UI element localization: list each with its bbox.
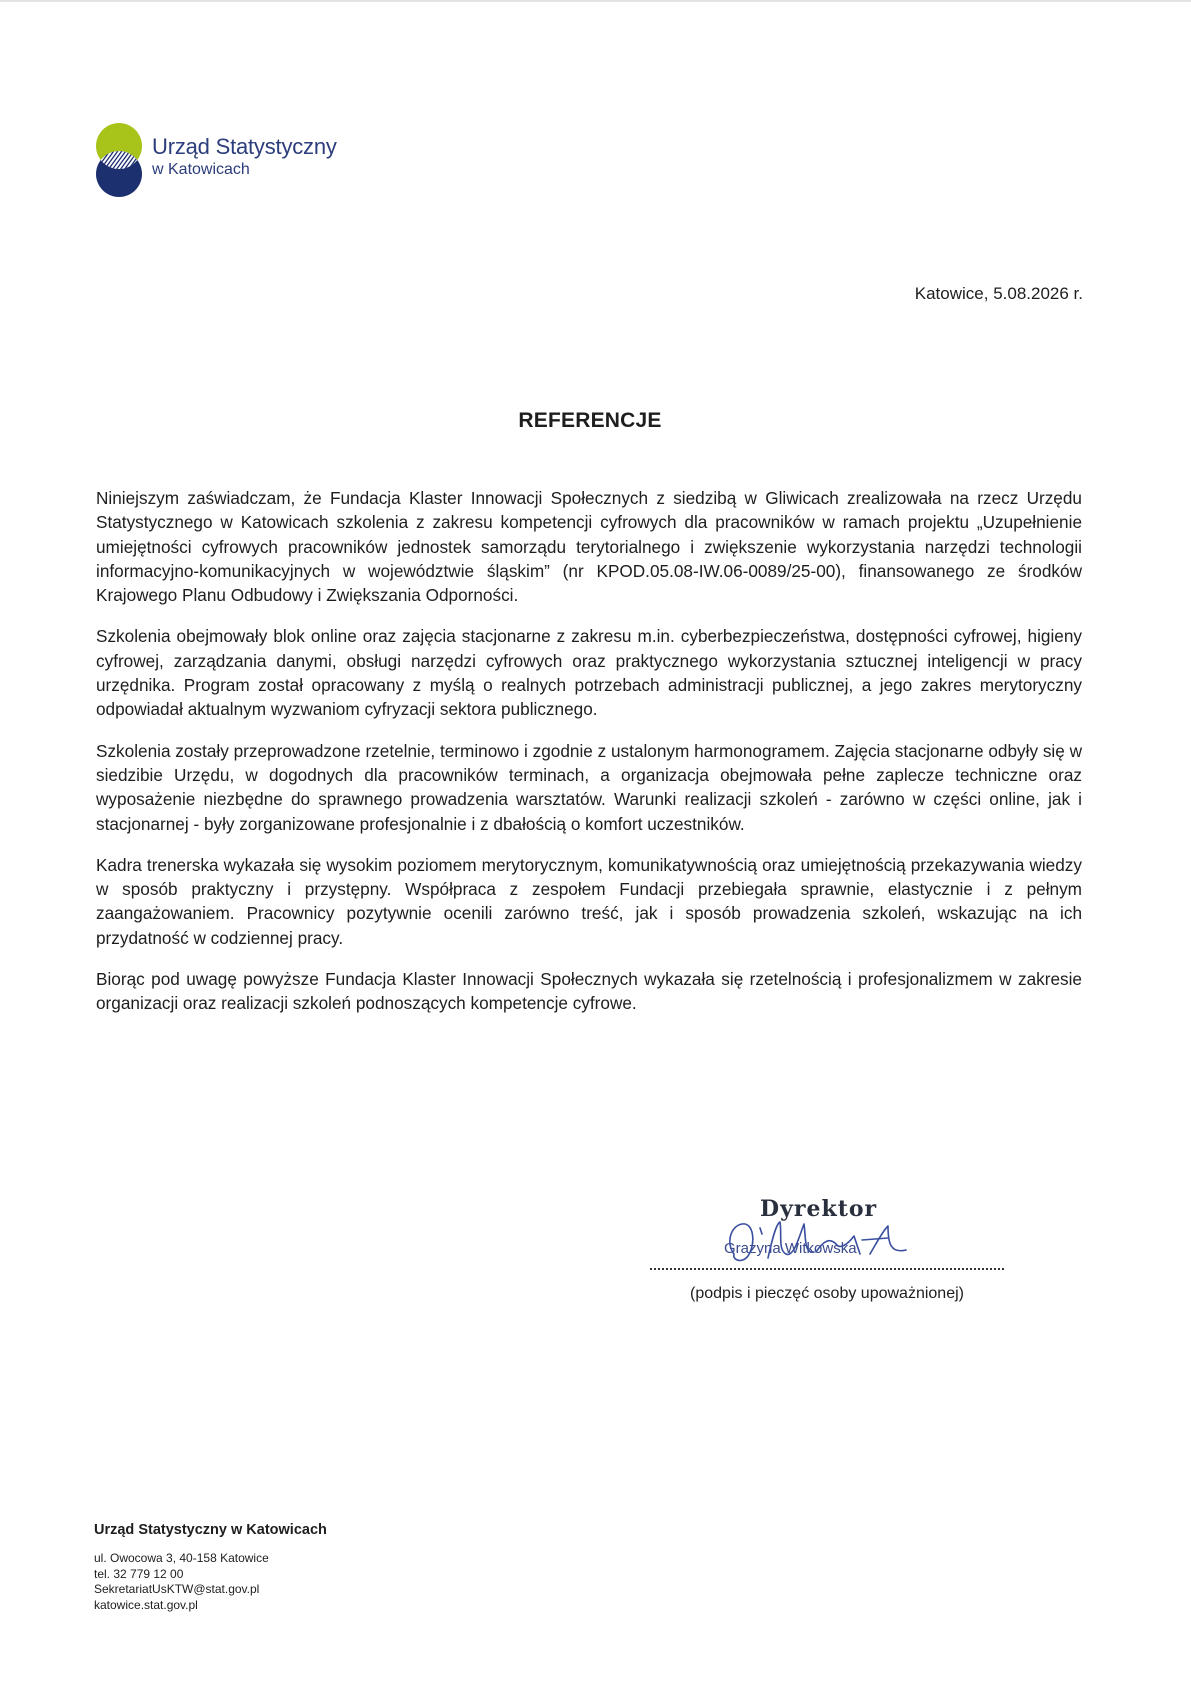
document-title: REFERENCJE — [518, 409, 662, 432]
signature-caption: (podpis i pieczęć osoby upoważnionej) — [690, 1285, 964, 1302]
signature-block — [650, 1192, 1010, 1312]
footer-address: ul. Owocowa 3, 40-158 Katowice — [94, 1551, 269, 1565]
stamp-title: Dyrektor — [760, 1196, 878, 1222]
paragraph-2: Szkolenia obejmowały blok online oraz zajęcia stacjonarne z zakresu m.in. cyberbezpieczeństwa, dostępności cyfrowej, higieny cyfrowej, zarządzania danymi, obsługi narzędzi cyfrowych oraz praktycznego wykorzystania sztucznej inteligencji w pracy urzędnika. Program został opracowany z myślą o realnych potrzebach administracji publicznej, a jego zakres merytoryczny odpowiadał aktualnym wyzwaniom cyfryzacji sektora publicznego. — [96, 626, 1082, 720]
logo-line-2: w Katowicach — [152, 161, 250, 178]
scan-edge-line — [0, 0, 1191, 2]
footer-website: katowice.stat.gov.pl — [94, 1597, 198, 1612]
signature-line — [650, 1268, 1004, 1270]
document-date: Katowice, 5.08.2026 r. — [914, 284, 1083, 303]
logo-wordmark — [152, 134, 337, 180]
handwritten-signature-icon — [720, 1214, 920, 1268]
logo-circles-icon — [94, 122, 144, 198]
footer-contact — [94, 1521, 494, 1613]
paragraph-4: Kadra trenerska wykazała się wysokim poziomem merytorycznym, komunikatywnością oraz umiejętnością przekazywania wiedzy w sposób praktyczny i przystępny. Współpraca z zespołem Fundacji przebiegała sprawnie, elastycznie i z pełnym zaangażowaniem. Pracownicy pozytywnie ocenili zarówno treść, jak i sposób prowadzenia szkoleń, wskazując na ich przydatność w codziennej pracy. — [96, 854, 1082, 948]
footer-email: SekretariatUsKTW@stat.gov.pl — [94, 1582, 260, 1596]
document-body — [96, 486, 1082, 1033]
footer-phone: tel. 32 779 12 00 — [94, 1566, 184, 1581]
logo-line-1: Urząd Statystyczny — [152, 134, 337, 159]
paragraph-3: Szkolenia zostały przeprowadzone rzetelnie, terminowo i zgodnie z ustalonym harmonogramem. Zajęcia stacjonarne odbyły się w siedzibie Urzędu, w dogodnych dla pracowników terminach, a organizacja obejmowała pełne zaplecze techniczne oraz wyposażenie niezbędne do sprawnego prowadzenia warsztatów. Warunki realizacji szkoleń - zarówno w części online, jak i stacjonarnej - były zorganizowane profesjonalnie i z dbałością o komfort uczestników. — [96, 740, 1082, 834]
paragraph-1: Niniejszym zaświadczam, że Fundacja Klaster Innowacji Społecznych z siedzibą w Gliwicach zrealizowała na rzecz Urzędu Statystycznego w Katowicach szkolenia z zakresu kompetencji cyfrowych dla pracowników w ramach projektu „Uzupełnienie umiejętności cyfrowych pracowników jednostek samorządu terytorialnego i zwiększenie wykorzystania narzędzi technologii informacyjno-komunikacyjnych w województwie śląskim” (nr KPOD.05.08-IW.06-0089/25-00), finansowanego ze środków Krajowego Planu Odbudowy i Zwiększania Odporności. — [96, 488, 1082, 606]
stamp-name: Grażyna Witkowska — [724, 1240, 857, 1257]
footer-organization: Urząd Statystyczny w Katowicach — [94, 1522, 327, 1538]
paragraph-5: Biorąc pod uwagę powyższe Fundacja Klaster Innowacji Społecznych wykazała się rzetelnością i profesjonalizmem w zakresie organizacji oraz realizacji szkoleń podnoszących kompetencje cyfrowe. — [96, 969, 1082, 1014]
institution-logo — [94, 122, 354, 198]
